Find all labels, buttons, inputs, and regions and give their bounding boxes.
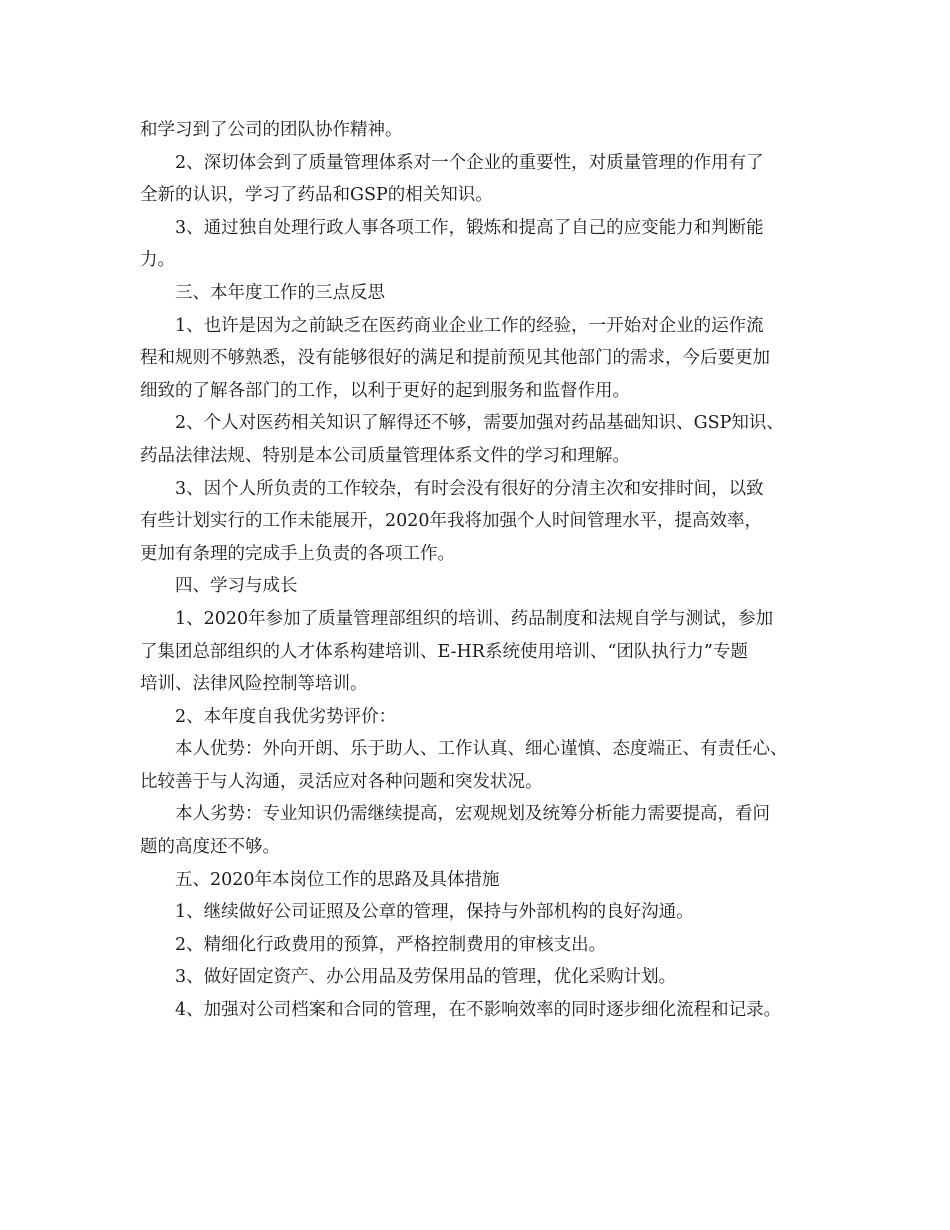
paragraph [140,212,830,277]
paragraph [140,570,830,603]
text-line: 和学习到了公司的团队协作精神。 [140,120,403,140]
text-line: 本人劣势：专业知识仍需继续提高，宏观规划及统筹分析能力需要提高，看问 [175,804,770,825]
text-line: 1、2020年参加了质量管理部组织的培训、药品制度和法规自学与测试，参加 [175,608,774,629]
text-line: 了集团总部组织的人才体系构建培训、E-HR系统使用培训、“团队执行力”专题 [140,641,748,662]
text-line: 1、继续做好公司证照及公章的管理，保持与外部机构的良好沟通。 [175,902,694,923]
text-line: 2、本年度自我优劣势评价： [175,706,397,727]
text-line: 2、深切体会到了质量管理体系对一个企业的重要性，对质量管理的作用有了 [175,152,764,173]
text-line: 题的高度还不够。 [140,837,280,858]
text-line: 力。 [140,250,175,271]
text-line: 本人优势：外向开朗、乐于助人、工作认真、细心谨慎、态度端正、有责任心、 [175,739,788,760]
text-line: 2、个人对医药相关知识了解得还不够，需要加强对药品基础知识、GSP知识、 [175,413,784,434]
text-line: 2、精细化行政费用的预算，严格控制费用的审核支出。 [175,934,607,955]
paragraph [140,929,830,962]
text-line: 三、本年度工作的三点反思 [175,282,385,303]
paragraph [140,701,830,734]
paragraph [140,310,830,408]
text-line: 药品法律法规、特别是本公司质量管理体系文件的学习和理解。 [140,445,630,466]
paragraph [140,733,830,798]
text-line: 全新的认识，学习了药品和GSP的相关知识。 [140,185,493,206]
paragraph [140,994,830,1027]
text-line: 培训、法律风险控制等培训。 [140,674,368,695]
text-line: 有些计划实行的工作未能展开，2020年我将加强个人时间管理水平，提高效率， [140,511,763,532]
document-body [140,114,830,1027]
text-line: 四、学习与成长 [175,576,298,597]
paragraph [140,961,830,994]
paragraph [140,864,830,897]
text-line: 程和规则不够熟悉，没有能够很好的满足和提前预见其他部门的需求，今后要更加 [140,348,770,369]
text-line: 更加有条理的完成手上负责的各项工作。 [140,543,455,564]
paragraph [140,798,830,863]
text-line: 五、2020年本岗位工作的思路及具体措施 [175,869,500,890]
text-line: 1、也许是因为之前缺乏在医药商业企业工作的经验，一开始对企业的运作流 [175,315,764,336]
text-line: 4、加强对公司档案和合同的管理，在不影响效率的同时逐步细化流程和记录。 [175,1000,782,1021]
text-line: 3、因个人所负责的工作较杂，有时会没有很好的分清主次和安排时间，以致 [175,478,764,499]
paragraph [140,147,830,212]
paragraph [140,603,830,701]
paragraph [140,114,830,147]
paragraph [140,407,830,472]
paragraph [140,473,830,571]
text-line: 3、通过独自处理行政人事各项工作，锻炼和提高了自己的应变能力和判断能 [175,217,764,238]
paragraph [140,277,830,310]
paragraph [140,896,830,929]
text-line: 细致的了解各部门的工作，以利于更好的起到服务和监督作用。 [140,380,630,401]
text-line: 比较善于与人沟通，灵活应对各种问题和突发状况。 [140,771,543,792]
text-line: 3、做好固定资产、办公用品及劳保用品的管理，优化采购计划。 [175,967,677,988]
